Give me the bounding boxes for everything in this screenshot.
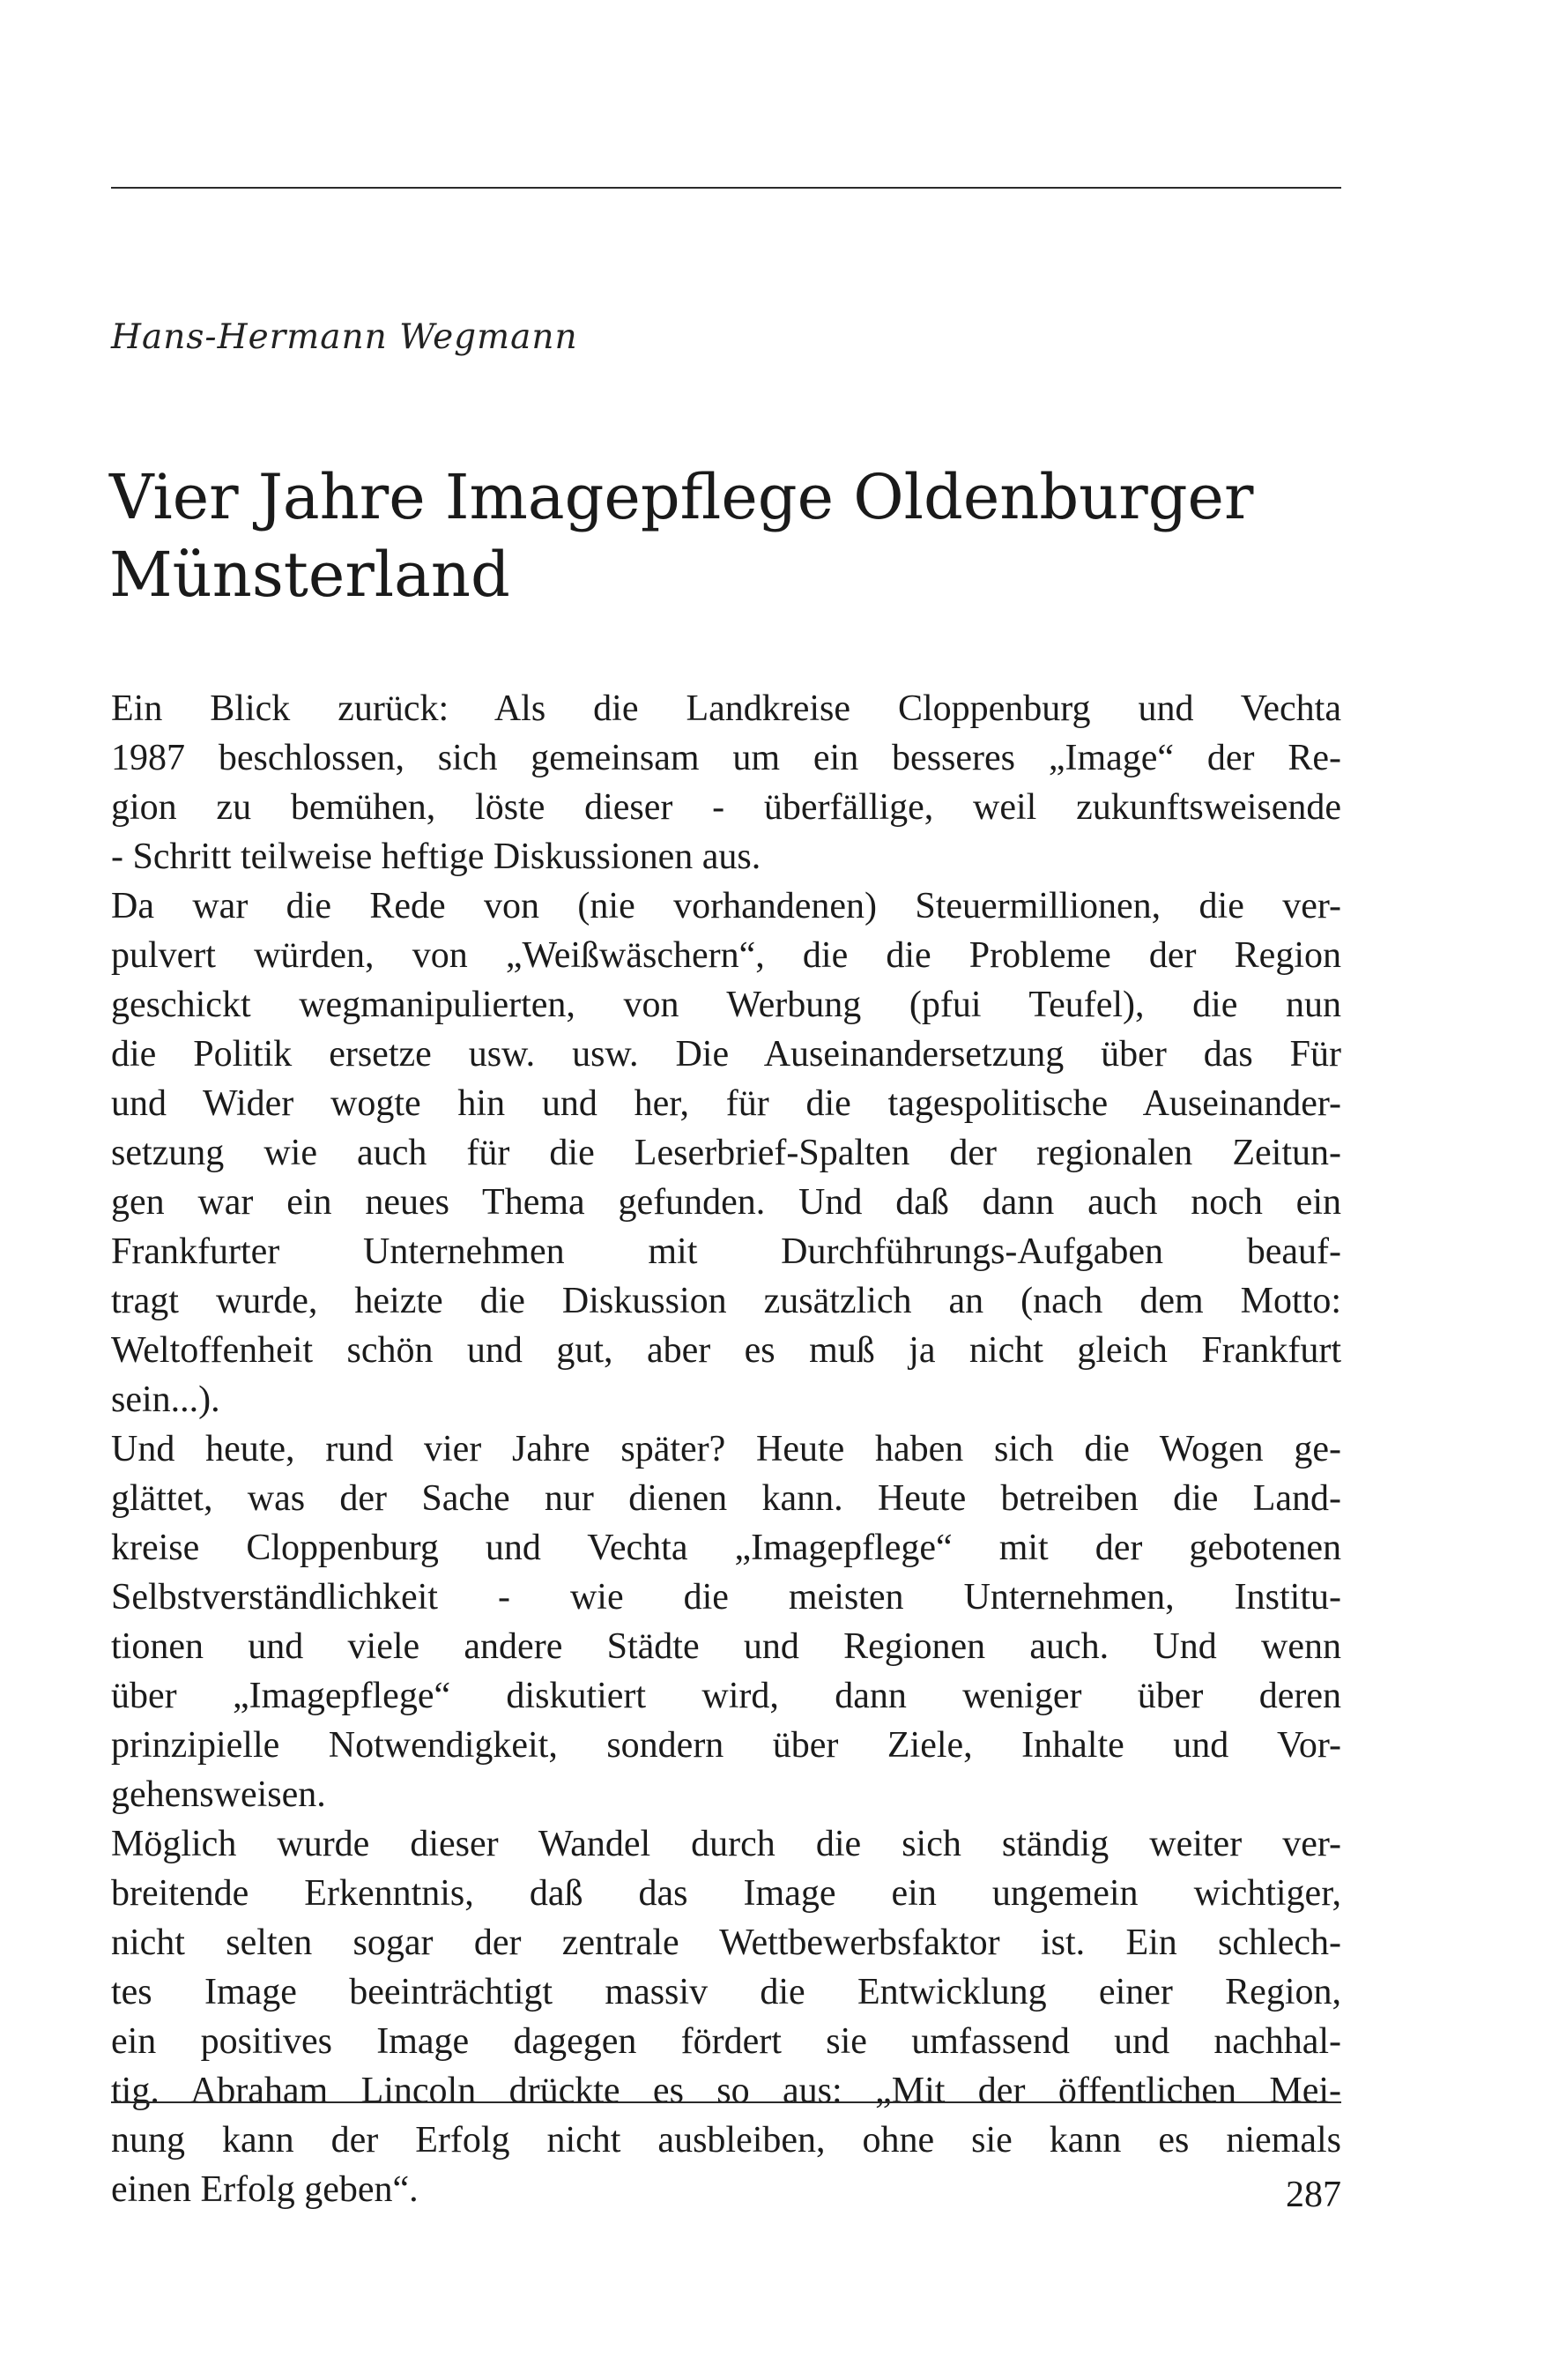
article-title [109, 458, 1361, 614]
body-line: geschickt wegmanipulierten, von Werbung (pfui Teufel), die nun [111, 985, 1341, 1025]
body-line: glättet, was der Sache nur dienen kann. Heute betreiben die Land- [111, 1478, 1341, 1519]
body-line: prinzipielle Notwendigkeit, sondern über Ziele, Inhalte und Vor- [111, 1725, 1341, 1766]
body-line: und Wider wogte hin und her, für die tagespolitische Auseinander- [111, 1083, 1341, 1124]
body-line: gehensweisen. [111, 1774, 326, 1815]
body-line: einen Erfolg geben“. [111, 2169, 419, 2210]
body-line: kreise Cloppenburg und Vechta „Imagepflege“ mit der gebotenen [111, 1528, 1341, 1568]
body-line: nicht selten sogar der zentrale Wettbewerbsfaktor ist. Ein schlech- [111, 1923, 1341, 1963]
body-line: pulvert würden, von „Weißwäschern“, die die Probleme der Region [111, 935, 1341, 976]
body-line: breitende Erkenntnis, daß das Image ein ungemein wichtiger, [111, 1873, 1341, 1914]
body-line: die Politik ersetze usw. usw. Die Auseinandersetzung über das Für [111, 1034, 1341, 1075]
body-line: Weltoffenheit schön und gut, aber es muß ja nicht gleich Frankfurt [111, 1330, 1341, 1371]
article-body [111, 684, 1341, 2214]
body-line: sein...). [111, 1380, 220, 1420]
body-line: nung kann der Erfolg nicht ausbleiben, ohne sie kann es niemals [111, 2120, 1341, 2161]
body-line: ein positives Image dagegen fördert sie umfassend und nachhal- [111, 2021, 1341, 2062]
top-rule [111, 187, 1341, 189]
article-title-line-2: Münsterland [109, 539, 510, 611]
body-line: Frankfurter Unternehmen mit Durchführungs-Aufgaben beauf- [111, 1231, 1341, 1272]
body-line: Und heute, rund vier Jahre später? Heute haben sich die Wogen ge- [111, 1429, 1341, 1469]
body-line: gen war ein neues Thema gefunden. Und daß dann auch noch ein [111, 1182, 1341, 1223]
body-line: - Schritt teilweise heftige Diskussionen aus. [111, 837, 761, 877]
body-line: 1987 beschlossen, sich gemeinsam um ein besseres „Image“ der Re- [111, 738, 1341, 778]
body-line: Selbstverständlichkeit - wie die meisten Unternehmen, Institu- [111, 1577, 1341, 1618]
body-line: Möglich wurde dieser Wandel durch die sich ständig weiter ver- [111, 1824, 1341, 1864]
body-line: setzung wie auch für die Leserbrief-Spalten der regionalen Zeitun- [111, 1133, 1341, 1173]
body-line: tes Image beeinträchtigt massiv die Entwicklung einer Region, [111, 1972, 1341, 2012]
body-line: Ein Blick zurück: Als die Landkreise Cloppenburg und Vechta [111, 688, 1341, 729]
body-line: gion zu bemühen, löste dieser - überfällige, weil zukunftsweisende [111, 787, 1341, 828]
body-line: über „Imagepflege“ diskutiert wird, dann weniger über deren [111, 1676, 1341, 1716]
body-line: tionen und viele andere Städte und Regionen auch. Und wenn [111, 1626, 1341, 1667]
bottom-rule [111, 2101, 1341, 2103]
body-line: Da war die Rede von (nie vorhandenen) Steuermillionen, die ver- [111, 886, 1341, 926]
body-line: tig. Abraham Lincoln drückte es so aus: „Mit der öffentlichen Mei- [111, 2071, 1341, 2111]
article-title-line-1: Vier Jahre Imagepflege Oldenburger [109, 461, 1254, 533]
body-line: tragt wurde, heizte die Diskussion zusätzlich an (nach dem Motto: [111, 1281, 1341, 1321]
page-number: 287 [1286, 2175, 1341, 2215]
author-name: Hans-Hermann Wegmann [111, 317, 578, 357]
